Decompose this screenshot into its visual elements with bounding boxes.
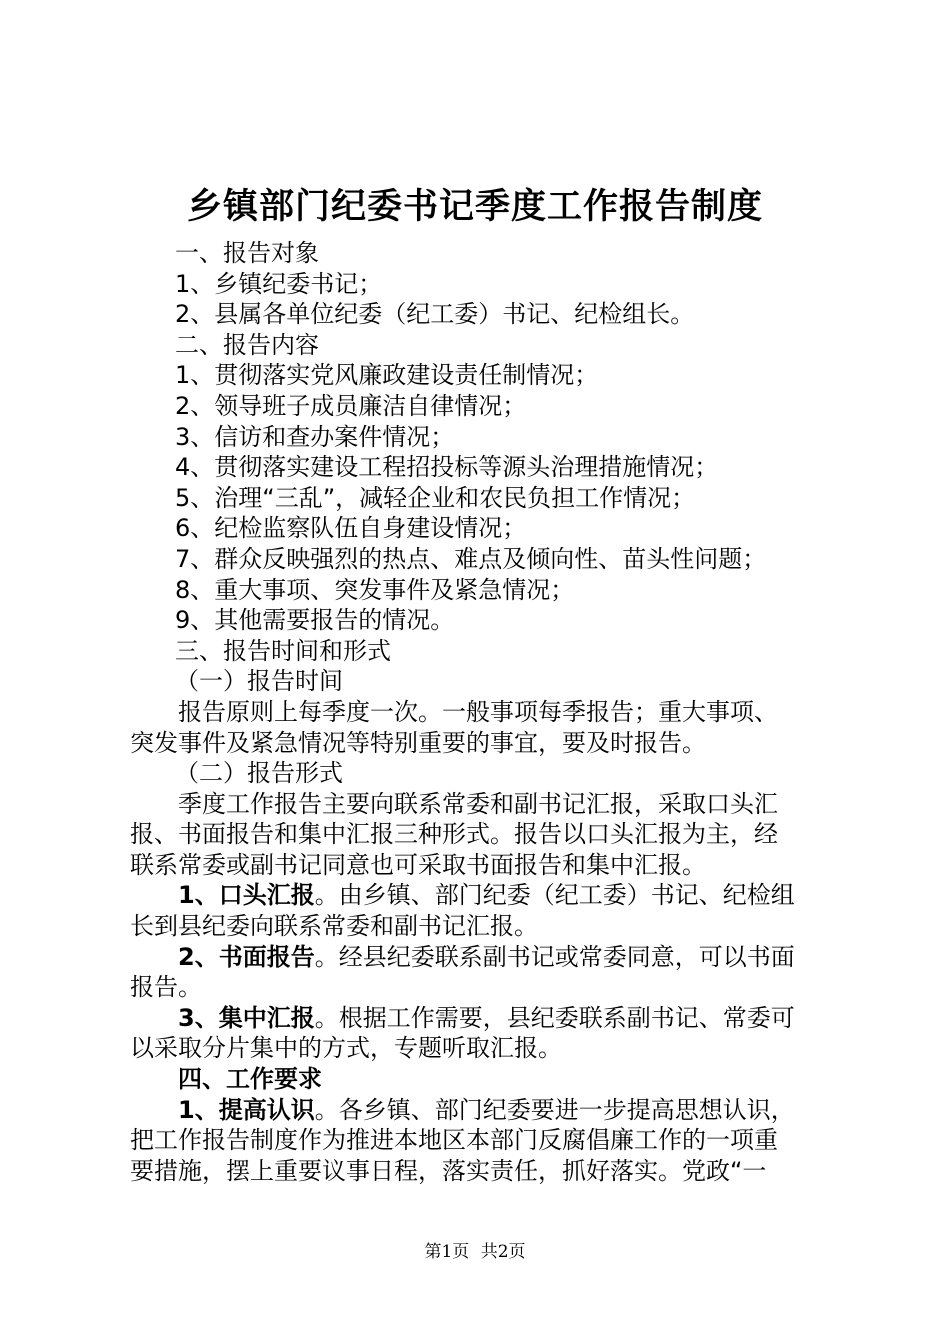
paragraph-line: 把工作报告制度作为推进本地区本部门反腐倡廉工作的一项重 — [130, 1126, 778, 1155]
paragraph — [130, 880, 832, 941]
section-heading-1: 一、报告对象 — [175, 239, 319, 267]
paragraph-line: 报、书面报告和集中汇报三种形式。报告以口头汇报为主，经 — [130, 820, 778, 849]
document-title: 乡镇部门纪委书记季度工作报告制度 — [186, 186, 763, 227]
bold-lead: 1、提高认识 — [178, 1095, 315, 1124]
paragraph — [130, 697, 832, 758]
list-item: 5、治理“三乱”，减轻企业和农民负担工作情况； — [175, 483, 696, 512]
list-item: 1、乡镇纪委书记； — [175, 269, 383, 298]
paragraph-text: 。各乡镇、部门纪委要进一步提高思想认识， — [314, 1095, 795, 1124]
paragraph-line — [130, 1095, 832, 1126]
paragraph-line: 要措施，摆上重要议事日程，落实责任，抓好落实。党政“一 — [130, 1156, 767, 1185]
bold-lead: 3、集中汇报 — [178, 1003, 315, 1032]
paragraph — [130, 789, 832, 881]
list-item: 6、纪检监察队伍自身建设情况； — [175, 514, 527, 543]
subsection-heading: （一）报告时间 — [175, 667, 343, 696]
bold-lead: 1、口头汇报 — [178, 881, 315, 910]
paragraph-line: 季度工作报告主要向联系常委和副书记汇报，采取口头汇 — [178, 789, 778, 818]
list-item: 8、重大事项、突发事件及紧急情况； — [175, 575, 575, 604]
list-item: 7、群众反映强烈的热点、难点及倾向性、苗头性问题； — [175, 544, 767, 573]
list-item: 2、县属各单位纪委（纪工委）书记、纪检组长。 — [175, 300, 695, 329]
subsection-heading: （二）报告形式 — [175, 759, 343, 788]
paragraph-line — [130, 1003, 832, 1034]
paragraph-line: 突发事件及紧急情况等特别重要的事宜，要及时报告。 — [130, 728, 706, 757]
paragraph — [130, 1095, 832, 1187]
paragraph-line — [130, 880, 832, 911]
list-item: 3、信访和查办案件情况； — [175, 422, 455, 451]
list-item: 2、领导班子成员廉洁自律情况； — [175, 391, 527, 420]
section-heading-2: 二、报告内容 — [175, 330, 319, 359]
list-item: 1、贯彻落实党风廉政建设责任制情况； — [175, 361, 599, 390]
paragraph — [130, 942, 832, 1003]
page-total: 共2页 — [480, 1242, 526, 1262]
paragraph-text: 。经县纪委联系副书记或常委同意，可以书面 — [314, 942, 795, 971]
paragraph-line: 联系常委或副书记同意也可采取书面报告和集中汇报。 — [130, 850, 706, 879]
paragraph — [130, 1003, 832, 1064]
page-footer — [0, 1240, 950, 1264]
paragraph-line: 报告原则上每季度一次。一般事项每季报告；重大事项、 — [178, 697, 778, 726]
paragraph-text: 。由乡镇、部门纪委（纪工委）书记、纪检组 — [314, 881, 795, 910]
paragraph-text: 。根据工作需要，县纪委联系副书记、常委可 — [314, 1003, 795, 1032]
paragraph-line: 以采取分片集中的方式，专题听取汇报。 — [130, 1034, 562, 1063]
bold-lead: 2、书面报告 — [178, 942, 315, 971]
paragraph-line: 报告。 — [130, 973, 202, 1002]
paragraph-line — [130, 942, 832, 973]
list-item: 4、贯彻落实建设工程招投标等源头治理措施情况； — [175, 453, 719, 482]
paragraph-line: 长到县纪委向联系常委和副书记汇报。 — [130, 912, 538, 941]
section-heading-3: 三、报告时间和形式 — [175, 636, 391, 665]
list-item: 9、其他需要报告的情况。 — [175, 606, 455, 635]
section-heading-4: 四、工作要求 — [178, 1065, 322, 1094]
page-number: 第1页 — [424, 1242, 470, 1262]
document-body — [130, 238, 832, 1186]
